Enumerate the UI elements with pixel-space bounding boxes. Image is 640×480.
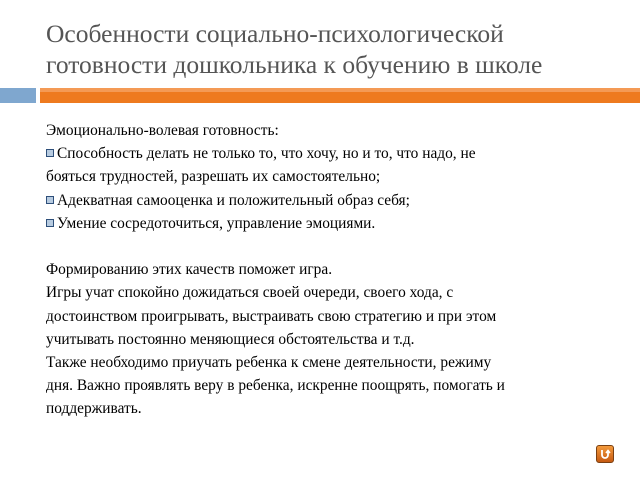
- section-heading: Эмоционально-волевая готовность:: [46, 122, 279, 139]
- bullet-item: [46, 212, 631, 235]
- paragraph-line: достоинством проигрывать, выстраивать свою стратегию и при этом: [46, 307, 497, 325]
- bullet-item: [46, 142, 631, 188]
- paragraph-line: Игры учат спокойно дожидаться своей очереди, своего хода, с: [46, 284, 454, 302]
- square-bullet-icon: [46, 219, 54, 227]
- return-button[interactable]: [596, 445, 614, 463]
- bullet-item: [46, 189, 631, 212]
- slide-title: [46, 18, 631, 80]
- accent-bar-orange: [40, 88, 640, 103]
- title-line: Особенности социально-психологической: [46, 19, 504, 48]
- paragraph-line: Формированию этих качеств поможет игра.: [46, 261, 333, 279]
- paragraph-line: поддерживать.: [46, 400, 142, 418]
- square-bullet-icon: [46, 196, 54, 204]
- bullet-text: Адекватная самооценка и положительный образ себя;: [57, 191, 410, 209]
- bullet-text: Способность делать не только то, что хочу, но и то, что надо, не: [57, 145, 476, 163]
- return-arrow-icon: [599, 448, 611, 460]
- accent-bar-blue: [0, 88, 36, 103]
- paragraph-line: учитывать постоянно меняющиеся обстоятельства и т.д.: [46, 330, 415, 348]
- paragraph-line: дня. Важно проявлять веру в ребенка, искренне поощрять, помогать и: [46, 377, 505, 395]
- slide-body: [46, 119, 631, 421]
- title-line: готовности дошкольника к обучению в школе: [46, 50, 543, 79]
- paragraph-line: Также необходимо приучать ребенка к смене деятельности, режиму: [46, 354, 492, 372]
- bullet-text: Умение сосредоточиться, управление эмоциями.: [57, 214, 376, 232]
- spacer: [46, 235, 631, 258]
- bullet-text-continued: бояться трудностей, разрешать их самостоятельно;: [46, 168, 381, 186]
- square-bullet-icon: [46, 149, 54, 157]
